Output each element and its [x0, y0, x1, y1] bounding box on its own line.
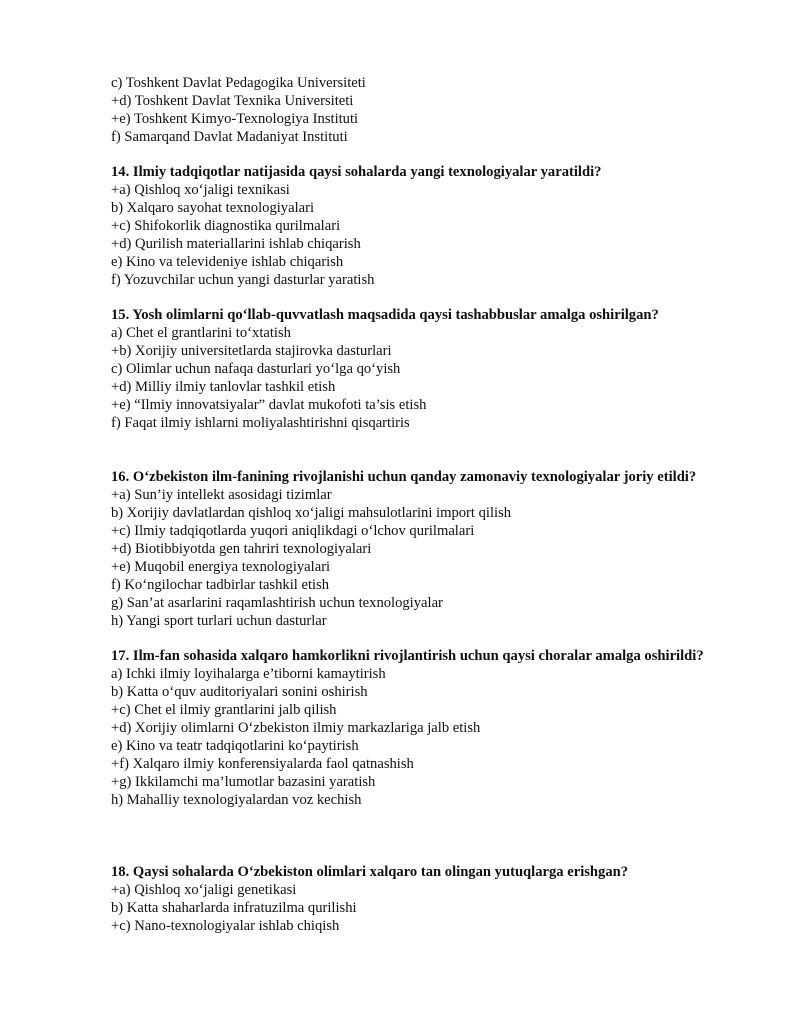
question-heading: 15. Yosh olimlarni qo‘llab-quvvatlash maqsadida qaysi tashabbuslar amalga oshirilgan? — [111, 307, 659, 323]
answer-option: +a) Qishloq xo‘jaligi genetikasi — [111, 882, 297, 898]
answer-option: +b) Xorijiy universitetlarda stajirovka dasturlari — [111, 343, 392, 359]
answer-option: f) Yozuvchilar uchun yangi dasturlar yaratish — [111, 272, 375, 288]
answer-option: +e) Muqobil energiya texnologiyalari — [111, 559, 331, 575]
answer-option: +c) Shifokorlik diagnostika qurilmalari — [111, 218, 341, 234]
answer-option: +d) Milliy ilmiy tanlovlar tashkil etish — [111, 379, 336, 395]
answer-option: +c) Chet el ilmiy grantlarini jalb qilish — [111, 702, 337, 718]
answer-option: +e) Toshkent Kimyo-Texnologiya Instituti — [111, 111, 359, 127]
answer-option: +a) Sun’iy intellekt asosidagi tizimlar — [111, 487, 332, 503]
answer-option: f) Faqat ilmiy ishlarni moliyalashtirishni qisqartiris — [111, 415, 410, 431]
answer-option: c) Olimlar uchun nafaqa dasturlari yo‘lga qo‘yish — [111, 361, 401, 377]
answer-option: h) Yangi sport turlari uchun dasturlar — [111, 613, 327, 629]
answer-option: +d) Xorijiy olimlarni O‘zbekiston ilmiy markazlariga jalb etish — [111, 720, 481, 736]
answer-option: +g) Ikkilamchi ma’lumotlar bazasini yaratish — [111, 774, 376, 790]
answer-options — [111, 181, 771, 289]
answer-option: +d) Qurilish materiallarini ishlab chiqarish — [111, 236, 361, 252]
answer-option: +d) Biotibbiyotda gen tahriri texnologiyalari — [111, 541, 372, 557]
answer-option: f) Ko‘ngilochar tadbirlar tashkil etish — [111, 577, 330, 593]
answer-option: e) Kino va televideniye ishlab chiqarish — [111, 254, 344, 270]
answer-options — [111, 486, 771, 630]
answer-option: +c) Nano-texnologiyalar ishlab chiqish — [111, 918, 340, 934]
answer-option: +e) “Ilmiy innovatsiyalar” davlat mukofoti ta’sis etish — [111, 397, 427, 413]
question-heading: 17. Ilm-fan sohasida xalqaro hamkorlikni rivojlantirish uchun qaysi choralar amalga oshirildi? — [111, 648, 704, 664]
answer-options — [111, 324, 771, 432]
answer-option: b) Katta shaharlarda infratuzilma qurilishi — [111, 900, 357, 916]
answer-option: +c) Ilmiy tadqiqotlarda yuqori aniqlikdagi o‘lchov qurilmalari — [111, 523, 475, 539]
question-heading: 18. Qaysi sohalarda O‘zbekiston olimlari xalqaro tan olingan yutuqlarga erishgan? — [111, 864, 629, 880]
answer-option: h) Mahalliy texnologiyalardan voz kechish — [111, 792, 362, 808]
answer-option: b) Katta o‘quv auditoriyalari sonini oshirish — [111, 684, 368, 700]
document-page — [111, 74, 771, 935]
question-heading: 16. O‘zbekiston ilm-fanining rivojlanishi uchun qanday zamonaviy texnologiyalar joriy etildi? — [111, 469, 697, 485]
question-heading: 14. Ilmiy tadqiqotlar natijasida qaysi sohalarda yangi texnologiyalar yaratildi? — [111, 164, 602, 180]
answer-options — [111, 881, 771, 935]
answer-option: a) Chet el grantlarini to‘xtatish — [111, 325, 291, 341]
answer-option: g) San’at asarlarini raqamlashtirish uchun texnologiyalar — [111, 595, 443, 611]
answer-option: a) Ichki ilmiy loyihalarga e’tiborni kamaytirish — [111, 666, 386, 682]
answer-option: e) Kino va teatr tadqiqotlarini ko‘paytirish — [111, 738, 359, 754]
answer-option: +a) Qishloq xo‘jaligi texnikasi — [111, 182, 290, 198]
answer-option: +d) Toshkent Davlat Texnika Universiteti — [111, 93, 354, 109]
answer-option: c) Toshkent Davlat Pedagogika Universiteti — [111, 75, 366, 91]
answer-option: f) Samarqand Davlat Madaniyat Instituti — [111, 129, 348, 145]
answer-options — [111, 74, 771, 146]
answer-option: b) Xalqaro sayohat texnologiyalari — [111, 200, 315, 216]
answer-options — [111, 665, 771, 809]
answer-option: b) Xorijiy davlatlardan qishloq xo‘jaligi mahsulotlarini import qilish — [111, 505, 512, 521]
answer-option: +f) Xalqaro ilmiy konferensiyalarda faol qatnashish — [111, 756, 414, 772]
